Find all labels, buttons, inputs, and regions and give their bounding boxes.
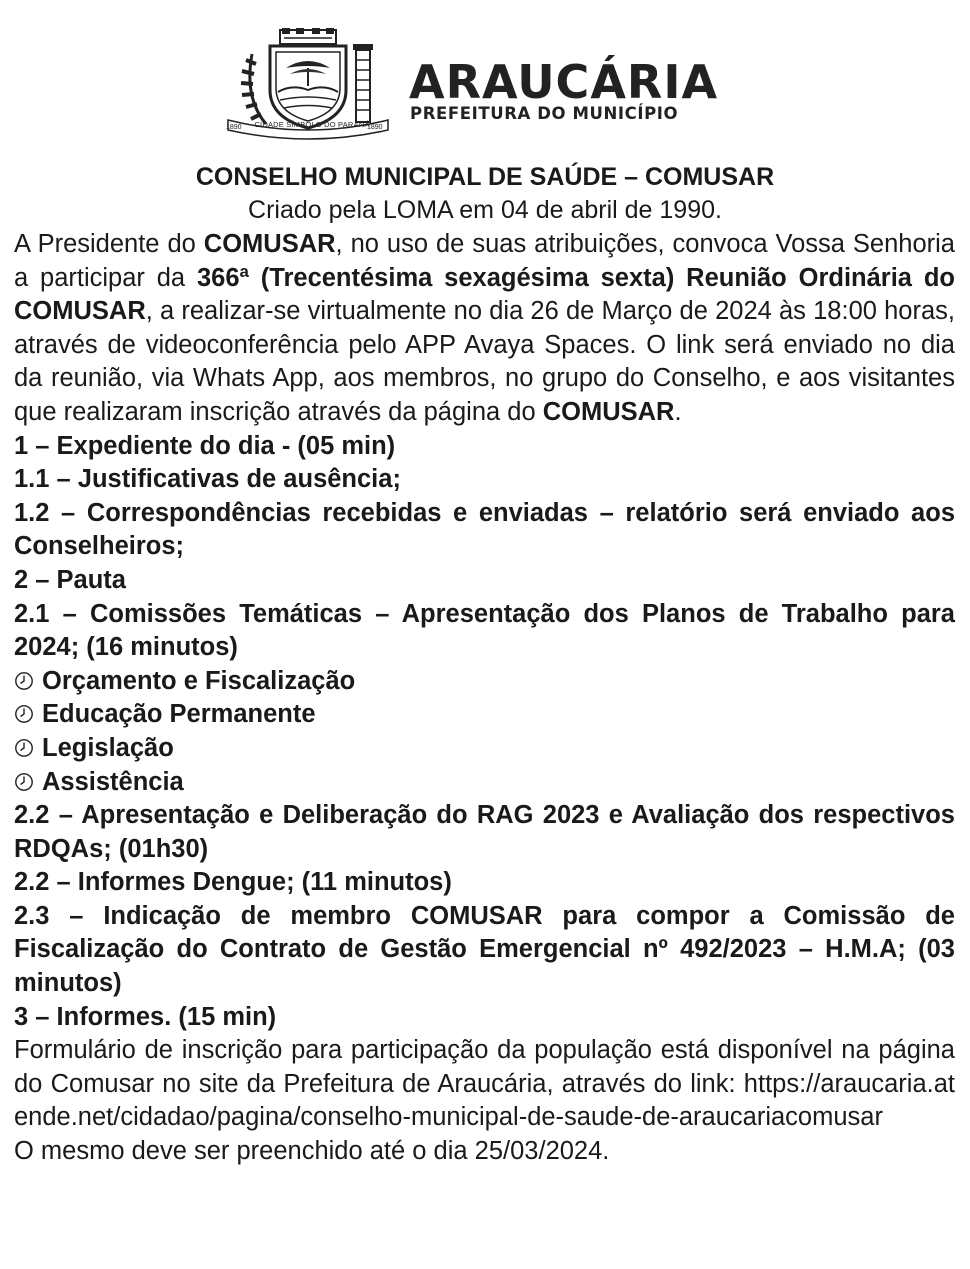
- clock-icon: [14, 671, 34, 691]
- registration-text: Formulário de inscrição para participação da população está disponível na página do Comusar no site da Prefeitura de Araucária, através do link:: [14, 1036, 955, 1098]
- intro-text-1: A Presidente do: [14, 230, 204, 258]
- agenda-item-2-1: 2.1 – Comissões Temáticas – Apresentação dos Planos de Trabalho para 2024; (16 minutos): [14, 599, 955, 662]
- agenda-item-2-2-rag: 2.2 – Apresentação e Deliberação do RAG 2023 e Avaliação dos respectivos RDQAs; (01h30): [14, 801, 955, 863]
- bullet-label: Assistência: [42, 767, 184, 796]
- document-title: CONSELHO MUNICIPAL DE SAÚDE – COMUSAR: [195, 163, 775, 191]
- intro-text-2: , no uso de suas atribuições, convoca Vossa Senhoria a participar da: [14, 230, 955, 292]
- document-subtitle: Criado pela LOMA em 04 de abril de 1990.: [248, 196, 722, 224]
- bullet-label: Orçamento e Fiscalização: [42, 666, 356, 695]
- intro-bold-comusar-2: COMUSAR: [542, 397, 675, 426]
- document-body: [14, 228, 955, 1169]
- brand-name: ARAUCÁRIA: [409, 55, 719, 109]
- clock-icon: [14, 772, 34, 792]
- agenda-item-1-1: 1.1 – Justificativas de ausência;: [14, 465, 401, 494]
- bullet-item: [14, 766, 955, 800]
- bullet-item: [14, 665, 955, 699]
- bullet-label: Educação Permanente: [42, 700, 316, 729]
- agenda-item-2: 2 – Pauta: [14, 565, 126, 594]
- intro-text-3: , a realizar-se virtualmente no dia 26 de Março de 2024 às 18:00 horas, através de videoconferência pelo APP Avaya Spaces. O link será enviado no dia da reunião, via Whats App, aos membros, no grupo do Conselho, e aos visitantes que realizaram inscrição através da página do: [14, 297, 955, 426]
- deadline-text: O mesmo deve ser preenchido até o dia 25/03/2024.: [14, 1137, 610, 1166]
- bullet-item: [14, 732, 955, 766]
- bullet-label: Legislação: [42, 733, 174, 762]
- clock-icon: [14, 704, 34, 724]
- intro-text-4: .: [674, 397, 682, 426]
- crest-ribbon-text: CIDADE SÍMBOLO DO PARANÁ: [254, 120, 370, 129]
- brand-subtitle: PREFEITURA DO MUNICÍPIO: [410, 104, 679, 123]
- registration-link: https://araucaria.atende.net/cidadao/pagina/conselho-municipal-de-saude-de-araucariacomusar: [14, 1069, 955, 1132]
- registration-paragraph: [14, 1034, 955, 1135]
- crest-year-right: 1890: [367, 124, 383, 131]
- intro-bold-meeting: 366ª (Trecentésima sexagésima sexta) Reunião Ordinária do COMUSAR: [14, 263, 955, 326]
- agenda-item-3: 3 – Informes. (15 min): [14, 1002, 277, 1031]
- intro-paragraph: [14, 228, 955, 430]
- agenda-item-2-2-dengue: 2.2 – Informes Dengue; (11 minutos): [14, 868, 452, 897]
- bullet-item: [14, 698, 955, 732]
- clock-icon: [14, 738, 34, 758]
- intro-bold-comusar: COMUSAR: [203, 230, 336, 258]
- crest-year-left: 1890: [226, 124, 242, 131]
- agenda-item-2-3: 2.3 – Indicação de membro COMUSAR para compor a Comissão de Fiscalização do Contrato de Gestão Emergencial nº 492/2023 – H.M.A; (03 minutos): [14, 901, 955, 998]
- agenda-item-1-2: 1.2 – Correspondências recebidas e enviadas – relatório será enviado aos Conselheiros;: [14, 498, 955, 561]
- letterhead: [222, 28, 752, 140]
- agenda-item-1: 1 – Expediente do dia - (05 min): [14, 431, 396, 460]
